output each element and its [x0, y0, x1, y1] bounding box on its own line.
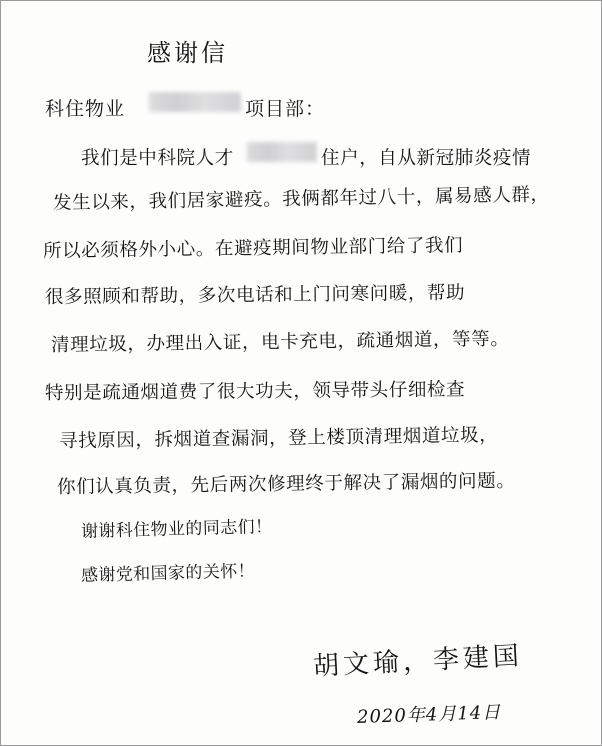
body-line-7: 寻找原因，拆烟道查漏洞，登上楼顶清理烟道垃圾， [58, 424, 499, 452]
body-line-3: 所以必须格外小心。在避疫期间物业部门给了我们 [42, 235, 464, 262]
body-line-4: 很多照顾和帮助，多次电话和上门问寒问暖，帮助 [44, 282, 466, 308]
signature: 胡文瑜，李建国 [312, 641, 524, 682]
body-line-5: 清理垃圾，办理出入证，电卡充电，疏通烟道，等等。 [50, 328, 510, 356]
letter-date: 2020年4月14日 [356, 701, 502, 728]
body-line-2: 发生以来，我们居家避疫。我俩都年过八十，属易感人群， [52, 184, 550, 214]
body-line-1-end: 住户，自从新冠肺炎疫情 [321, 148, 532, 169]
greeting-recipient: 科住物业 [45, 98, 126, 120]
body-line-6: 特别是疏通烟道费了很大功夫，领导带头仔细检查 [44, 379, 466, 404]
greeting-department: 项目部： [245, 98, 326, 120]
body-line-1-start: 我们是中科院人才 [81, 148, 234, 169]
redacted-name-blur [149, 92, 241, 112]
thanks-line-1: 谢谢科住物业的同志们！ [80, 516, 273, 542]
thanks-line-2: 感谢党和国家的关怀！ [80, 561, 256, 586]
letter-title: 感谢信 [147, 39, 228, 67]
redacted-address-blur [247, 142, 317, 162]
body-line-8: 你们认真负责，先后两次修理终于解决了漏烟的问题。 [56, 470, 516, 498]
